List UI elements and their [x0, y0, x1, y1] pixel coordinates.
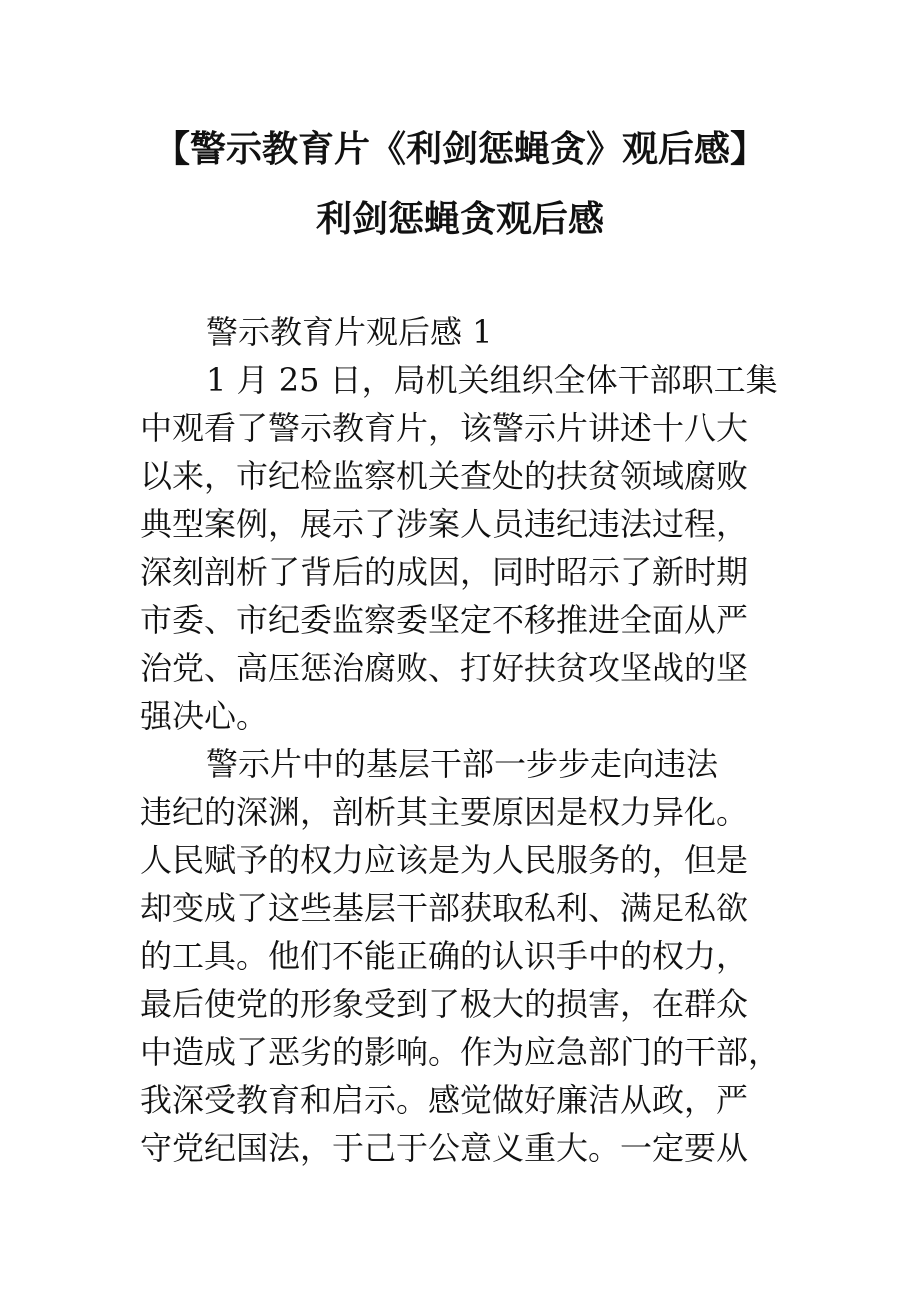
paragraph-2-line: 的工具。他们不能正确的认识手中的权力，: [140, 937, 749, 975]
paragraph-1-line: 1 月 25 日，局机关组织全体干部职工集: [206, 361, 778, 399]
document-title: 【警示教育片《利剑惩蝇贪》观后感】: [153, 129, 766, 170]
document-subtitle: 利剑惩蝇贪观后感: [315, 199, 604, 240]
paragraph-2-line: 警示片中的基层干部一步步走向违法: [206, 745, 719, 783]
paragraph-2-line: 却变成了这些基层干部获取私利、满足私欲: [140, 889, 749, 927]
paragraph-2-line: 中造成了恶劣的影响。作为应急部门的干部，: [140, 1033, 781, 1071]
paragraph-1-line: 以来，市纪检监察机关查处的扶贫领域腐败: [140, 457, 749, 495]
paragraph-2-line: 违纪的深渊，剖析其主要原因是权力异化。: [140, 793, 749, 831]
paragraph-2-line: 我深受教育和启示。感觉做好廉洁从政，严: [140, 1081, 749, 1119]
section-heading: 警示教育片观后感 1: [206, 313, 493, 351]
paragraph-1-line: 典型案例，展示了涉案人员违纪违法过程，: [140, 505, 749, 543]
paragraph-1-line: 深刻剖析了背后的成因，同时昭示了新时期: [140, 553, 749, 591]
paragraph-2-line: 人民赋予的权力应该是为人民服务的，但是: [140, 841, 749, 879]
paragraph-1-line: 治党、高压惩治腐败、打好扶贫攻坚战的坚: [140, 649, 749, 687]
paragraph-1-line: 中观看了警示教育片，该警示片讲述十八大: [140, 409, 749, 447]
paragraph-2-line: 守党纪国法，于己于公意义重大。一定要从: [140, 1129, 749, 1167]
paragraph-1-line: 强决心。: [140, 697, 269, 735]
paragraph-2-line: 最后使党的形象受到了极大的损害，在群众: [140, 985, 749, 1023]
paragraph-1-line: 市委、市纪委监察委坚定不移推进全面从严: [140, 601, 749, 639]
